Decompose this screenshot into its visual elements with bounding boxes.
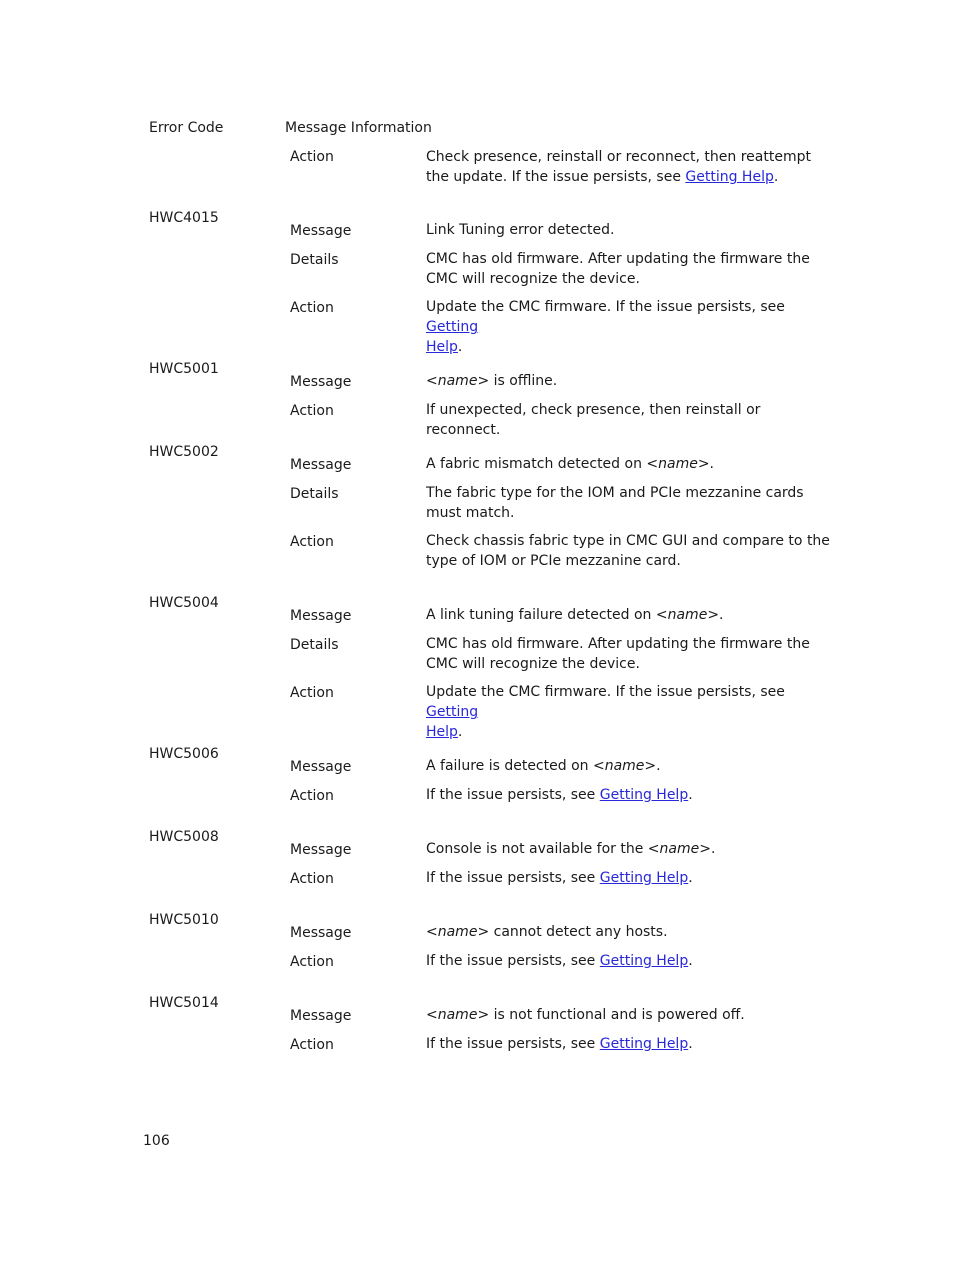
- message-label: Message: [290, 925, 352, 941]
- details-label: Details: [290, 486, 339, 502]
- message-text: A fabric mismatch detected on <name>.: [426, 456, 715, 472]
- message-label: Message: [290, 457, 352, 473]
- getting-help-link[interactable]: Getting: [426, 319, 479, 335]
- message-text: <name> is offline.: [426, 373, 558, 389]
- message-label: Message: [290, 1008, 352, 1024]
- error-code: HWC4015: [149, 210, 219, 226]
- details-label: Details: [290, 637, 339, 653]
- message-label: Message: [290, 842, 352, 858]
- getting-help-link[interactable]: Getting Help: [599, 1036, 689, 1052]
- message-text: A link tuning failure detected on <name>.: [426, 607, 724, 623]
- details-text: CMC has old firmware. After updating the firmware the CMC will recognize the device.: [426, 251, 810, 287]
- error-code: HWC5014: [149, 995, 219, 1011]
- action-text: If the issue persists, see Getting Help.: [426, 953, 693, 969]
- action-label: Action: [290, 871, 334, 887]
- header-error-code: Error Code: [149, 120, 224, 136]
- error-code: HWC5002: [149, 444, 219, 460]
- action-text: If the issue persists, see Getting Help.: [426, 1036, 693, 1052]
- message-label: Message: [290, 223, 352, 239]
- message-text: Console is not available for the <name>.: [426, 841, 716, 857]
- error-code: HWC5006: [149, 746, 219, 762]
- getting-help-link[interactable]: Getting Help: [599, 787, 689, 803]
- action-label: Action: [290, 149, 334, 165]
- getting-help-link[interactable]: Help: [426, 724, 458, 740]
- details-text: The fabric type for the IOM and PCIe mezzanine cards must match.: [426, 485, 804, 521]
- action-label: Action: [290, 954, 334, 970]
- action-text: Update the CMC firmware. If the issue persists, see Getting Help.: [426, 684, 785, 740]
- action-label: Action: [290, 1037, 334, 1053]
- message-text: <name> is not functional and is powered off.: [426, 1007, 745, 1023]
- error-code: HWC5008: [149, 829, 219, 845]
- action-label: Action: [290, 403, 334, 419]
- getting-help-link[interactable]: Getting Help: [685, 169, 774, 185]
- message-label: Message: [290, 374, 352, 390]
- action-text: If unexpected, check presence, then reinstall or reconnect.: [426, 402, 761, 438]
- message-text: A failure is detected on <name>.: [426, 758, 661, 774]
- action-label: Action: [290, 685, 334, 701]
- action-text: Check presence, reinstall or reconnect, then reattempt the update. If the issue persists, see Getting Help.: [426, 149, 811, 185]
- message-text: <name> cannot detect any hosts.: [426, 924, 668, 940]
- details-label: Details: [290, 252, 339, 268]
- message-label: Message: [290, 759, 352, 775]
- action-label: Action: [290, 534, 334, 550]
- message-label: Message: [290, 608, 352, 624]
- action-text: Check chassis fabric type in CMC GUI and compare to the type of IOM or PCIe mezzanine card.: [426, 533, 830, 569]
- error-code: HWC5004: [149, 595, 219, 611]
- details-text: CMC has old firmware. After updating the firmware the CMC will recognize the device.: [426, 636, 810, 672]
- message-text: Link Tuning error detected.: [426, 222, 615, 238]
- header-message-information: Message Information: [285, 120, 432, 136]
- error-code: HWC5010: [149, 912, 219, 928]
- page-number: 106: [143, 1133, 170, 1149]
- action-text: Update the CMC firmware. If the issue persists, see Getting Help.: [426, 299, 785, 355]
- action-text: If the issue persists, see Getting Help.: [426, 870, 693, 886]
- action-label: Action: [290, 300, 334, 316]
- action-label: Action: [290, 788, 334, 804]
- getting-help-link[interactable]: Getting Help: [599, 953, 689, 969]
- error-code: HWC5001: [149, 361, 219, 377]
- getting-help-link[interactable]: Getting Help: [599, 870, 689, 886]
- action-text: If the issue persists, see Getting Help.: [426, 787, 693, 803]
- getting-help-link[interactable]: Getting: [426, 704, 479, 720]
- getting-help-link[interactable]: Help: [426, 339, 458, 355]
